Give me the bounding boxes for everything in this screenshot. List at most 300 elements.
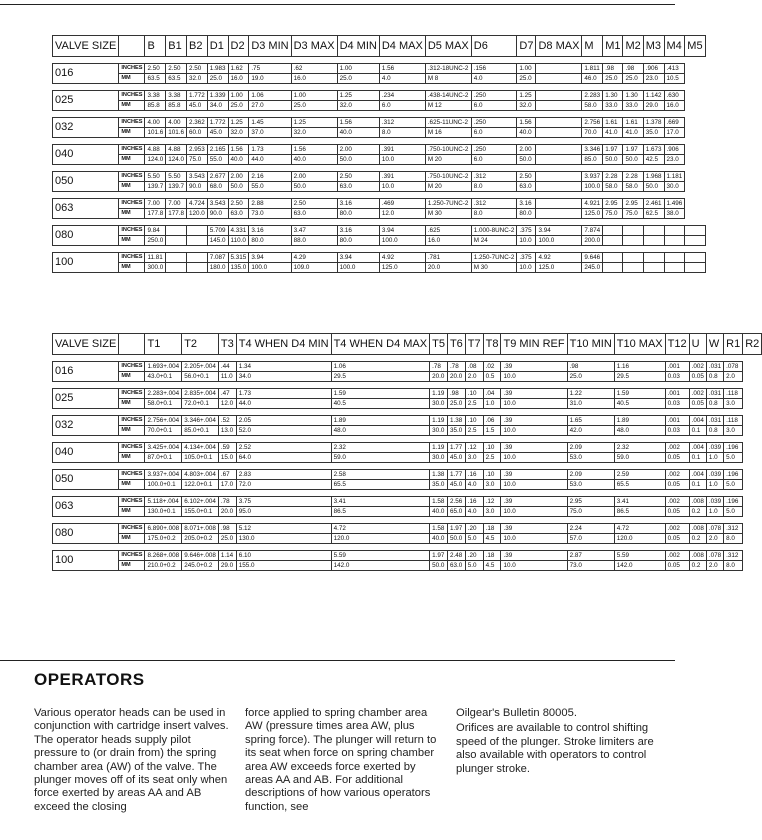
table-cell: 20.0 (430, 372, 448, 382)
table-cell: 4.72 (614, 524, 665, 534)
table-row (53, 534, 762, 544)
table-cell: 1.56 (228, 145, 249, 155)
table-cell (536, 91, 582, 101)
table-cell: .18 (483, 524, 501, 534)
column-header: D1 (207, 36, 228, 57)
table-cell: 0.5 (483, 372, 501, 382)
table-cell: 2.953 (187, 145, 208, 155)
table-row (53, 399, 762, 409)
table-cell: 2.0 (465, 372, 483, 382)
table-cell: 1.59 (331, 389, 430, 399)
table-row (53, 551, 762, 561)
table-cell: 85.0+0.1 (182, 426, 219, 436)
unit-label: MM (119, 426, 145, 436)
table-cell: 4.331 (228, 226, 249, 236)
column-header: U (689, 334, 706, 355)
table-cell: 120.0 (187, 209, 208, 219)
table-cell: 1.77 (447, 443, 465, 453)
table-cell (536, 64, 582, 74)
table-cell: .008 (689, 551, 706, 561)
table-cell: 2.32 (331, 443, 430, 453)
table-cell: 88.0 (291, 236, 337, 246)
table-cell: 19.0 (249, 74, 291, 84)
row-gap (53, 463, 762, 470)
table-cell: 48.0 (331, 426, 430, 436)
table-cell (623, 226, 643, 236)
table-cell: 1.97 (447, 524, 465, 534)
unit-label: INCHES (119, 64, 145, 74)
unit-label: MM (119, 507, 145, 517)
table-cell: .06 (483, 416, 501, 426)
table-cell: 1.00 (228, 91, 249, 101)
table-cell: 75.0 (187, 155, 208, 165)
table-cell: M 30 (471, 263, 517, 273)
table-cell: 4.0 (471, 74, 517, 84)
table-cell: 3.94 (536, 226, 582, 236)
table-cell: 35.0 (430, 480, 448, 490)
table-cell: .234 (379, 91, 425, 101)
table-cell: 0.8 (706, 399, 723, 409)
section-heading: OPERATORS (34, 670, 145, 689)
table-cell: 16.0 (664, 101, 685, 111)
table-cell: 80.0 (337, 209, 379, 219)
table-cell: 10.0 (501, 534, 567, 544)
table-cell (623, 236, 643, 246)
table-cell: .20 (465, 551, 483, 561)
table-cell: 1.25 (517, 91, 536, 101)
table-cell: 1.0 (706, 507, 723, 517)
table-cell: 87.0+0.1 (145, 453, 182, 463)
table-cell: 124.0 (166, 155, 187, 165)
table-cell: 5.50 (166, 172, 187, 182)
table-cell: 4.29 (291, 253, 337, 263)
table-cell: .39 (501, 389, 567, 399)
table-cell: 34.0 (207, 101, 228, 111)
table-cell: 0.8 (706, 426, 723, 436)
table-cell: 2.32 (614, 443, 665, 453)
table-cell: 100.0 (379, 236, 425, 246)
table-cell: 8.0 (471, 209, 517, 219)
table-cell: 125.0 (379, 263, 425, 273)
table-cell: 1.00 (517, 64, 536, 74)
paragraph: Various operator heads can be used in conjunction with cartridge insert valves. The operator heads supply pilot pressure to (or drain from) the spring chamber area (AW) of the valve. The plunger moves off of its seat only when force exerted by areas AA and AB exceed the closing (34, 707, 229, 813)
table-cell: 17.0 (664, 128, 685, 138)
table-cell: .004 (689, 470, 706, 480)
table-cell: 63.0 (447, 561, 465, 571)
table-cell: 29.5 (614, 372, 665, 382)
table-cell: 139.7 (145, 182, 166, 192)
table-cell: 1.58 (430, 497, 448, 507)
table-cell: 3.0 (724, 426, 743, 436)
table-cell: 2.95 (603, 199, 623, 209)
table-cell: 4.921 (582, 199, 603, 209)
table-cell: .078 (724, 362, 743, 372)
table-row (53, 236, 706, 246)
table-cell: .469 (379, 199, 425, 209)
table-row (53, 389, 762, 399)
table-cell: 3.425+.004 (145, 443, 182, 453)
table-cell: 1.77 (447, 470, 465, 480)
dimension-table-2 (52, 333, 762, 571)
table-cell: 300.0 (145, 263, 166, 273)
table-cell: 2.48 (447, 551, 465, 561)
table-row (53, 507, 762, 517)
unit-label: MM (119, 263, 145, 273)
table-cell: 50.0 (603, 155, 623, 165)
table-cell: 63.0 (228, 209, 249, 219)
table-cell: 125.0 (582, 209, 603, 219)
table-cell: 6.0 (471, 101, 517, 111)
table-cell: 3.0 (483, 480, 501, 490)
table-cell: 45.0 (207, 128, 228, 138)
table-cell: 10.0 (501, 426, 567, 436)
table-cell: 5.0 (724, 453, 743, 463)
table-cell: .031 (706, 362, 723, 372)
column-header: T10 MIN (567, 334, 614, 355)
table-cell: 1.38 (447, 416, 465, 426)
table-cell (623, 263, 643, 273)
table-cell: 30.0 (664, 182, 685, 192)
table-cell: .10 (465, 416, 483, 426)
unit-label: INCHES (119, 497, 145, 507)
table-cell: 1.496 (664, 199, 685, 209)
table-cell: 25.0 (517, 74, 536, 84)
table-cell: 5.59 (614, 551, 665, 561)
table-cell: 1.59 (614, 389, 665, 399)
table-cell: 0.05 (689, 399, 706, 409)
table-cell: 48.0 (614, 426, 665, 436)
table-cell (685, 236, 705, 246)
table-cell: 2.00 (517, 145, 536, 155)
table-cell: 142.0 (331, 561, 430, 571)
table-cell: 10.5 (664, 74, 685, 84)
unit-label: INCHES (119, 524, 145, 534)
unit-label: INCHES (119, 362, 145, 372)
table-cell: .039 (706, 497, 723, 507)
table-cell: 2.50 (517, 172, 536, 182)
table-cell: .008 (689, 524, 706, 534)
table-cell: 2.0 (706, 561, 723, 571)
table-cell: 6.0 (471, 128, 517, 138)
table-cell: 57.0 (567, 534, 614, 544)
table-cell: 31.0 (567, 399, 614, 409)
table-cell: 42.5 (643, 155, 664, 165)
table-cell: 110.0 (228, 236, 249, 246)
table-cell: 65.5 (331, 480, 430, 490)
table-cell: .669 (664, 118, 685, 128)
table-cell: 8.268+.008 (145, 551, 182, 561)
table-cell: 20.0 (218, 507, 236, 517)
table-cell: 1.58 (430, 524, 448, 534)
table-cell: 25.0 (603, 74, 623, 84)
table-cell: 125.0 (536, 263, 582, 273)
column-header: D3 MIN (249, 36, 291, 57)
table-cell (643, 226, 664, 236)
row-gap (53, 84, 706, 91)
table-cell: 3.41 (614, 497, 665, 507)
table-row (53, 497, 762, 507)
table-cell: 2.28 (603, 172, 623, 182)
table-cell (536, 74, 582, 84)
unit-label: INCHES (119, 172, 145, 182)
table-cell: 25.0 (228, 101, 249, 111)
table-cell: 42.0 (567, 426, 614, 436)
table-cell: .10 (483, 470, 501, 480)
table-cell: 8.0 (379, 128, 425, 138)
table-cell: 135.0 (228, 263, 249, 273)
table-cell: 55.0 (249, 182, 291, 192)
table-cell (643, 236, 664, 246)
table-cell: 1.25 (337, 91, 379, 101)
table-cell: 1.0 (706, 453, 723, 463)
table-row (53, 362, 762, 372)
column-header: M1 (603, 36, 623, 57)
table-cell: 29.0 (218, 561, 236, 571)
table-cell: 105.0+0.1 (182, 453, 219, 463)
table-cell: .004 (689, 443, 706, 453)
table-cell: .004 (689, 416, 706, 426)
table-cell: .39 (501, 551, 567, 561)
table-cell: 1.73 (249, 145, 291, 155)
table-cell: 1.06 (331, 362, 430, 372)
table-cell (664, 253, 685, 263)
table-cell: 1.0 (706, 480, 723, 490)
table-cell: 23.0 (643, 74, 664, 84)
table-cell: 9.646 (582, 253, 603, 263)
table-cell: 55.0 (207, 155, 228, 165)
column-header: R2 (743, 334, 762, 355)
table-cell (643, 263, 664, 273)
table-cell: 10.0 (501, 399, 567, 409)
column-header: VALVE SIZE (53, 36, 119, 57)
column-header: T2 (182, 334, 219, 355)
table-cell: 38.0 (664, 209, 685, 219)
table-cell: .39 (501, 362, 567, 372)
unit-label: MM (119, 534, 145, 544)
table-cell: 4.724 (187, 199, 208, 209)
table-cell: .312 (471, 199, 517, 209)
table-cell: 1.25 (228, 118, 249, 128)
table-cell: 63.0 (291, 209, 337, 219)
table-cell: 0.2 (689, 507, 706, 517)
table-cell: 1.97 (603, 145, 623, 155)
valve-size: 080 (53, 226, 119, 246)
table-cell: 80.0 (249, 236, 291, 246)
table-cell: 2.50 (228, 199, 249, 209)
table-cell: 50.0 (228, 182, 249, 192)
table-cell: 1.22 (567, 389, 614, 399)
table-cell: .375 (517, 226, 536, 236)
row-gap (53, 382, 762, 389)
table-cell: M 20 (425, 155, 471, 165)
table-cell: 16.0 (425, 236, 471, 246)
table-cell: 41.0 (623, 128, 643, 138)
table-cell: 35.0 (643, 128, 664, 138)
table-cell: 4.92 (536, 253, 582, 263)
table-cell: 2.00 (228, 172, 249, 182)
table-cell: 63.5 (145, 74, 166, 84)
valve-size: 016 (53, 64, 119, 84)
table-cell: 33.0 (603, 101, 623, 111)
column-header: D7 (517, 36, 536, 57)
table-cell: .47 (218, 389, 236, 399)
table-cell: 6.890+.008 (145, 524, 182, 534)
table-cell: 20.0 (447, 372, 465, 382)
table-cell: 2.677 (207, 172, 228, 182)
table-cell: .625 (425, 226, 471, 236)
table-cell: 2.205+.004 (182, 362, 219, 372)
unit-label: MM (119, 372, 145, 382)
table-row (53, 118, 706, 128)
valve-size: 032 (53, 416, 119, 436)
table-cell: 58.0 (582, 101, 603, 111)
section-rule (0, 660, 675, 661)
valve-size: 025 (53, 91, 119, 111)
table-cell: 5.0 (465, 534, 483, 544)
table-cell: 2.50 (166, 64, 187, 74)
table-cell: 30.0 (430, 426, 448, 436)
table-cell: 3.0 (483, 507, 501, 517)
table-cell: .312 (724, 551, 743, 561)
table-cell: .18 (483, 551, 501, 561)
table-cell: 13.0 (218, 426, 236, 436)
table-cell: .002 (665, 497, 689, 507)
table-cell: 60.0 (187, 128, 208, 138)
valve-size: 040 (53, 443, 119, 463)
unit-label: MM (119, 101, 145, 111)
table-cell: 3.75 (236, 497, 331, 507)
table-cell: 3.94 (337, 253, 379, 263)
column-header: B1 (166, 36, 187, 57)
table-cell: 200.0 (582, 236, 603, 246)
table-cell: .78 (447, 362, 465, 372)
table-cell: 8.0 (471, 182, 517, 192)
table-cell: .002 (665, 443, 689, 453)
table-cell: 2.95 (567, 497, 614, 507)
table-cell: 1.968 (643, 172, 664, 182)
table-cell (536, 155, 582, 165)
table-cell: 63.0 (517, 182, 536, 192)
table-cell: .438-14UNC-2 (425, 91, 471, 101)
table-row (53, 470, 762, 480)
table-cell: .10 (465, 389, 483, 399)
table-cell: 8.0 (724, 534, 743, 544)
table-cell: .39 (501, 497, 567, 507)
unit-label: MM (119, 74, 145, 84)
table-cell (536, 172, 582, 182)
row-gap (53, 436, 762, 443)
valve-size: 025 (53, 389, 119, 409)
table-cell: 1.19 (430, 443, 448, 453)
table-cell: 10.0 (379, 182, 425, 192)
column-header: T1 (145, 334, 182, 355)
table-cell: 3.41 (331, 497, 430, 507)
table-cell: .078 (706, 524, 723, 534)
table-cell (536, 209, 582, 219)
table-row (53, 101, 706, 111)
table-cell: .250 (471, 118, 517, 128)
table-cell: 10.0 (379, 155, 425, 165)
table-cell: 2.5 (465, 399, 483, 409)
table-cell: 50.0 (623, 155, 643, 165)
column-header: T10 MAX (614, 334, 665, 355)
table-cell: 33.0 (623, 101, 643, 111)
table-cell: 120.0 (331, 534, 430, 544)
table-cell: 0.05 (665, 561, 689, 571)
table-cell: .75 (249, 64, 291, 74)
table-cell: 0.2 (689, 534, 706, 544)
table-cell: 1.16 (614, 362, 665, 372)
table-cell: 1.45 (249, 118, 291, 128)
table-cell: 1.89 (614, 416, 665, 426)
table-cell: 7.00 (145, 199, 166, 209)
table-cell: .04 (483, 389, 501, 399)
table-cell: 1.0 (483, 399, 501, 409)
table-cell: .08 (465, 362, 483, 372)
table-cell: 175.0+0.2 (145, 534, 182, 544)
table-cell: 75.0 (603, 209, 623, 219)
table-cell: 3.543 (187, 172, 208, 182)
unit-label: INCHES (119, 226, 145, 236)
table-cell: 4.0 (379, 74, 425, 84)
table-cell: 2.83 (236, 470, 331, 480)
table-cell: .39 (501, 524, 567, 534)
table-cell: 58.0+0.1 (145, 399, 182, 409)
table-cell: 80.0 (517, 209, 536, 219)
unit-label: INCHES (119, 443, 145, 453)
table-cell: 2.09 (567, 470, 614, 480)
table-cell: 1.181 (664, 172, 685, 182)
column-header: T6 (447, 334, 465, 355)
table-cell: .98 (567, 362, 614, 372)
table-cell: 4.92 (379, 253, 425, 263)
table-cell: .39 (501, 470, 567, 480)
table-cell: 2.50 (337, 172, 379, 182)
table-cell: 2.56 (447, 497, 465, 507)
table-cell: 63.0 (337, 182, 379, 192)
table-cell: 40.5 (331, 399, 430, 409)
table-cell (664, 263, 685, 273)
table-cell: 101.6 (145, 128, 166, 138)
table-cell: 5.59 (331, 551, 430, 561)
table-cell (603, 263, 623, 273)
valve-size: 050 (53, 470, 119, 490)
table-cell: 12.0 (379, 209, 425, 219)
table-cell: 2.58 (331, 470, 430, 480)
table-cell: 50.0 (430, 561, 448, 571)
table-cell: .12 (465, 443, 483, 453)
table-cell: 11.0 (218, 372, 236, 382)
table-cell: 0.05 (665, 480, 689, 490)
table-cell: .98 (218, 524, 236, 534)
unit-label: INCHES (119, 470, 145, 480)
table-cell (536, 199, 582, 209)
table-cell: M 16 (425, 128, 471, 138)
table-cell: 40.0 (228, 155, 249, 165)
table-cell: .78 (430, 362, 448, 372)
table-cell: .20 (465, 524, 483, 534)
table-cell: 2.09 (567, 443, 614, 453)
table-cell: 1.811 (582, 64, 603, 74)
table-cell: 20.0 (425, 263, 471, 273)
table-cell: 2.0 (706, 534, 723, 544)
table-cell: 75.0 (623, 209, 643, 219)
table-cell: 0.03 (665, 372, 689, 382)
row-gap (53, 138, 706, 145)
table-cell: 58.0 (603, 182, 623, 192)
table-cell: .312 (724, 524, 743, 534)
table-cell: 1.250-7UNC-2 (425, 199, 471, 209)
